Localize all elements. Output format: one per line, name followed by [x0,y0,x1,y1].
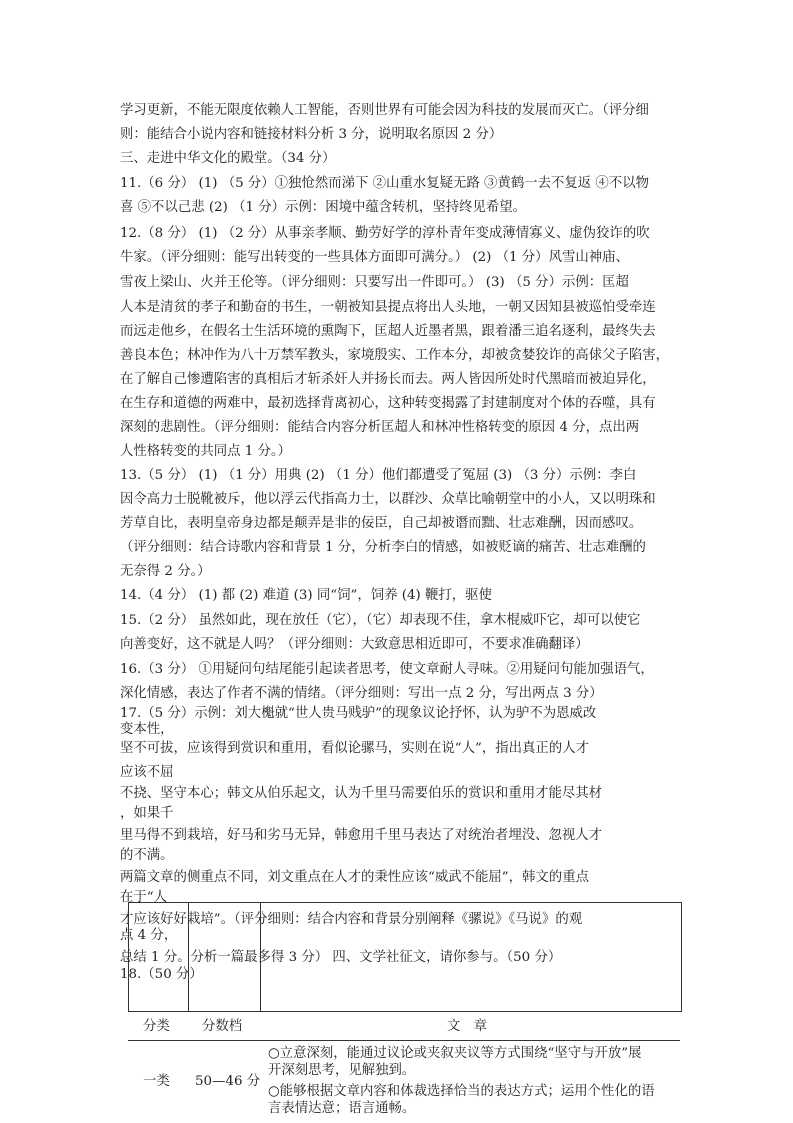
text-line-24: 16.（3 分） ①用疑问句结尾能引起读者思考，使文章耐人寻味。②用疑问句能加强语气， [120,662,654,677]
table-header-score-range: 分数档 [202,1019,243,1034]
text-line-2: 则：能结合小说内容和链接材料分析 3 分，说明取名原因 2 分） [120,127,503,142]
table-header-category: 分类 [143,1019,170,1034]
text-line-35: 在于“人 [120,890,168,905]
text-line-32: 里马得不到栽培，好马和劣马无异，韩愈用千里马表达了对统治者埋没、忽视人才 [120,828,603,843]
table-cell-category: 一类 [143,1074,170,1089]
text-line-25: 深化情感，表达了作者不满的情绪。（评分细则：写出一点 2 分，写出两点 3 分） [120,686,603,701]
text-line-5: 喜 ⑤不以己悲 (2) （1 分）示例：困境中蕴含转机，坚持终见希望。 [120,200,527,215]
text-line-21: 14.（4 分） (1) 都 (2) 难道 (3) 同“饲”，饲养 (4) 鞭打，驱使 [120,588,492,603]
overlay-grid-divider-2 [260,902,261,1011]
text-line-26: 17.（5 分）示例：刘大櫆就“世人贵马贱驴”的现象议论抒怀，认为驴不为恩威改 [120,706,597,721]
text-line-3: 三、走进中华文化的殿堂。（34 分） [120,151,336,166]
text-line-39: 18.（50 分） [120,967,203,982]
table-cell-criteria-1: ○立意深刻，能通过议论或夹叙夹议等方式围绕“坚守与开放”展 [268,1046,642,1061]
text-line-7: 牛家。（评分细则：能写出转变的一些具体方面即可满分。） (2) （1 分）风雪山神庙、 [120,250,629,265]
text-line-33: 的不满。 [120,848,174,863]
table-cell-criteria-4: 言表情达意；语言通畅。 [268,1101,416,1116]
table-cell-criteria-3: ○能够根据文章内容和体裁选择恰当的表达方式；运用个性化的语 [268,1084,655,1099]
text-line-34: 两篇文章的侧重点不同，刘文重点在人才的秉性应该“威武不能屈”，韩文的重点 [120,870,589,885]
text-line-19: （评分细则：结合诗歌内容和背景 1 分，分析李白的情感，如被贬谪的痛苦、壮志难酬的 [120,540,646,555]
text-line-1: 学习更新，不能无限度依赖人工智能，否则世界有可能会因为科技的发展而灭亡。（评分细 [120,103,649,118]
text-line-9: 人本是清贫的孝子和勤奋的书生，一朝被知县提点将出人头地，一朝又因知县被巡怕受牵连 [120,300,656,315]
text-line-20: 无奈得 2 分。） [120,564,211,579]
text-line-36: 才应该好好栽培”。（评分细则：结合内容和背景分别阐释《骡说》《马说》的观 [120,912,583,927]
text-line-6: 12.（8 分） (1) （2 分）从事亲孝顺、勤劳好学的淳朴青年变成薄情寡义、虚伪狡诈的吹 [120,226,650,241]
table-header-article: 文 章 [447,1019,488,1034]
text-line-14: 深刻的悲剧性。（评分细则：能结合内容分析匡超人和林冲性格转变的原因 4 分，点出两 [120,420,640,435]
text-line-16: 13.（5 分） (1) （1 分）用典 (2) （1 分）他们都遭受了冤屈 (3) （3 分）示例：李白 [120,468,637,483]
text-line-38: 总结 1 分。分析一篇最多得 3 分） 四、文学社征文，请你参与。（50 分） [120,950,562,965]
text-line-13: 在生存和道德的两难中，最初选择背离初心，这种转变揭露了封建制度对个体的吞噬，具有 [120,396,656,411]
text-line-30: 不挠、坚守本心；韩文从伯乐起文，认为千里马需要伯乐的赏识和重用才能尽其材 [120,786,603,801]
overlay-grid-divider-1 [188,902,189,1011]
text-line-10: 而远走他乡，在假名士生活环境的熏陶下，匡超人近墨者黑，跟着潘三追名逐利，最终失去 [120,324,656,339]
text-line-31: ，如果千 [120,806,174,821]
text-line-8: 雪夜上梁山、火并王伦等。（评分细则：只要写出一件即可。） (3) （5 分）示例：匡超 [120,275,629,290]
text-line-15: 人性格转变的共同点 1 分。） [120,444,292,459]
text-line-11: 善良本色；林冲作为八十万禁军教头，家境殷实、工作本分，却被贪婪狡诈的高俅父子陷害， [120,348,670,363]
text-line-12: 在了解自己惨遭陷害的真相后才斩杀奸人并扬长而去。两人皆因所处时代黑暗而被迫异化， [120,372,656,387]
text-line-29: 应该不屈 [120,765,174,780]
table-top-rule [128,1040,680,1041]
text-line-28: 坚不可拔，应该得到赏识和重用，看似论骡马，实则在说“人”，指出真正的人才 [120,741,589,756]
text-line-18: 芳草自比，表明皇帝身边都是颠弄是非的佞臣，自己却被谮而黜、壮志难酬，因而感叹。 [120,516,643,531]
text-line-4: 11.（6 分） (1) （5 分）①独怆然而涕下 ②山重水复疑无路 ③黄鹤一去不复返 ④不以物 [120,176,649,191]
text-line-37: 点 4 分， [120,928,178,943]
text-line-22: 15.（2 分） 虽然如此，现在放任（它），（它）却表现不佳，拿木棍威吓它，却可以使它 [120,613,641,628]
table-cell-criteria-2: 开深刻思考，见解独到。 [268,1063,416,1078]
table-cell-score-range: 50—46 分 [195,1074,261,1089]
overlay-grid-frame [128,902,682,1012]
text-line-17: 因令高力士脱靴被斥，他以浮云代指高力士，以群沙、众草比喻朝堂中的小人，又以明珠和 [120,492,656,507]
text-line-27: 变本性， [120,722,174,737]
text-line-23: 向善变好，这不就是人吗？（评分细则：大致意思相近即可，不要求准确翻译） [120,637,589,652]
